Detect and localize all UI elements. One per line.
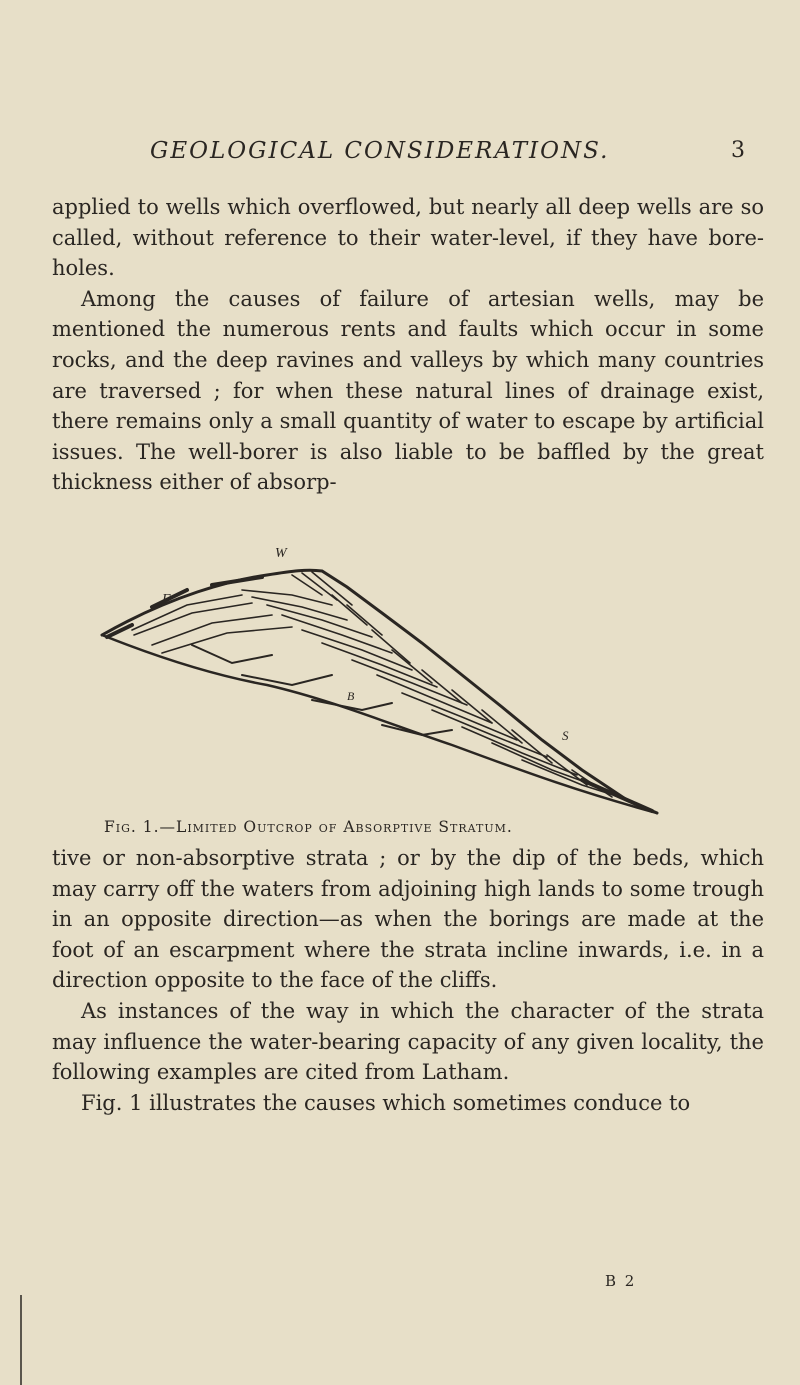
figure-label-f: F (162, 592, 171, 607)
text-block-top (52, 192, 764, 498)
text-block-bottom (52, 843, 764, 1118)
paragraph: Fig. 1 illustrates the causes which sometimes conduce to (81, 1090, 691, 1115)
figure-label-s: S (562, 728, 569, 743)
figure-caption: Fig. 1.—Limited Outcrop of Absorptive Stratum. (104, 818, 513, 836)
running-title: GEOLOGICAL CONSIDERATIONS. (150, 138, 610, 164)
signature-mark: B 2 (605, 1272, 637, 1290)
figure-label-w: W (275, 546, 287, 561)
paragraph: applied to wells which overflowed, but nearly all deep wells are so called, without reference to their water-level, if they have bore-holes. (52, 195, 764, 281)
figure-label-b: B (347, 689, 355, 703)
paragraph: As instances of the way in which the character of the strata may influence the water-bearing capacity of any given locality, the following examples are cited from Latham. (52, 998, 764, 1085)
page-number: 3 (731, 138, 745, 163)
geological-section-figure (92, 535, 672, 820)
paragraph: tive or non-absorptive strata ; or by the dip of the beds, which may carry off the waters from adjoining high lands to some trough in an opposite direction—as when the borings are made at the foot of an escarpment where the strata incline inwards, i.e. in a direction opposite to the face of the cliffs. (52, 846, 764, 993)
paragraph: Among the causes of failure of artesian wells, may be mentioned the numerous rents and faults which occur in some rocks, and the deep ravines and valleys by which many countries are traversed ; for when these natural lines of drainage exist, there remains only a small quantity of water to escape by artificial issues. The well-borer is also liable to be baffled by the great thickness either of absorp- (52, 286, 764, 495)
margin-line (20, 1295, 22, 1385)
